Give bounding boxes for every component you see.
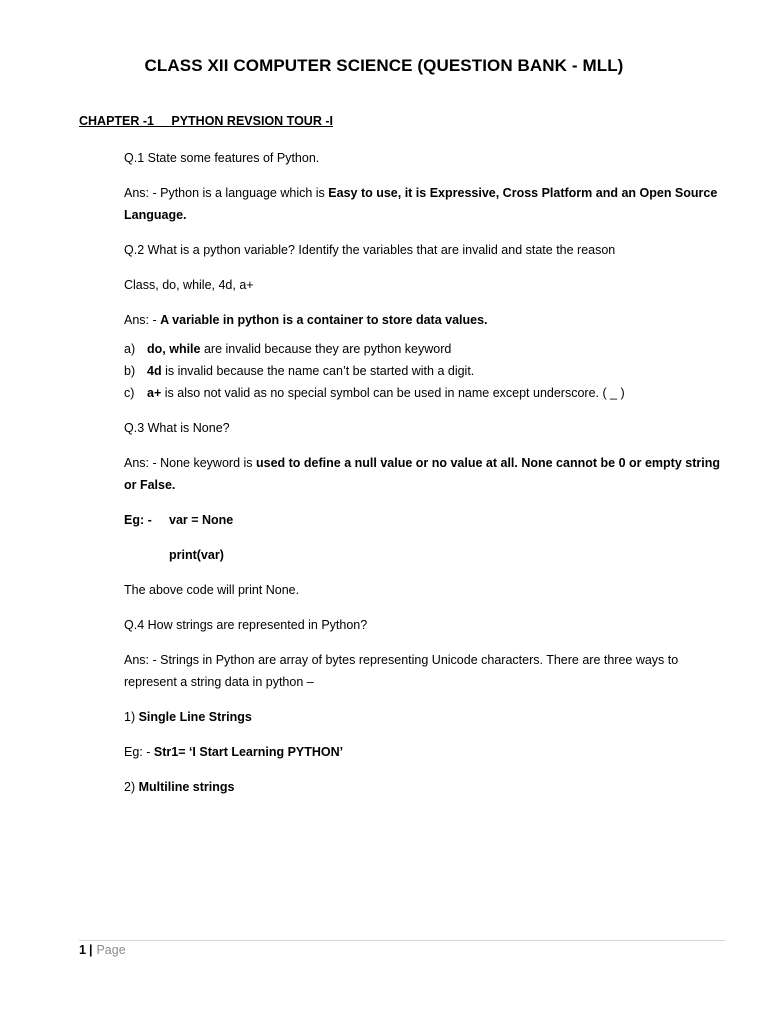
q2-reasons-list: [124, 338, 724, 404]
q3-note: The above code will print None.: [124, 583, 300, 597]
list-item: [124, 360, 724, 382]
q4-point-multiline: 2) Multiline strings: [124, 780, 235, 794]
q4-example: Eg: - Str1= ‘I Start Learning PYTHON’: [124, 745, 344, 759]
page-number: 1: [79, 943, 86, 957]
question-content: [124, 147, 724, 798]
code-text: var = None: [169, 513, 234, 527]
code-text: print(var): [169, 548, 224, 562]
page-footer: [79, 943, 126, 957]
q2-variables: Class, do, while, 4d, a+: [124, 278, 254, 292]
q3-question: Q.3 What is None?: [124, 421, 230, 435]
list-item-text: a+ is also not valid as no special symbol can be used in name except underscore. ( _ ): [147, 386, 625, 400]
list-marker: b): [124, 364, 136, 378]
q2-answer: Ans: - A variable in python is a container to store data values.: [124, 313, 488, 327]
q4-point-single-line: 1) Single Line Strings: [124, 710, 252, 724]
list-item: [124, 338, 724, 360]
q2-question: Q.2 What is a python variable? Identify the variables that are invalid and state the reason: [124, 243, 616, 257]
list-item-text: do, while are invalid because they are python keyword: [147, 342, 452, 356]
code-example-line: [124, 509, 724, 531]
footer-divider: [79, 940, 725, 941]
list-marker: c): [124, 386, 135, 400]
chapter-heading: CHAPTER -1 PYTHON REVSION TOUR -I: [79, 114, 333, 128]
q4-question: Q.4 How strings are represented in Python?: [124, 618, 368, 632]
document-title: CLASS XII COMPUTER SCIENCE (QUESTION BANK - MLL): [144, 56, 624, 75]
q1-answer: Ans: - Python is a language which is Easy to use, it is Expressive, Cross Platform and an Open Source Language.: [124, 186, 718, 222]
page-label: Page: [96, 943, 126, 957]
list-item-text: 4d is invalid because the name can’t be started with a digit.: [147, 364, 475, 378]
list-item: [124, 382, 724, 404]
q4-answer: Ans: - Strings in Python are array of bytes representing Unicode characters. There are three ways to represent a string data in python –: [124, 653, 679, 689]
list-marker: a): [124, 342, 136, 356]
q3-answer: Ans: - None keyword is used to define a null value or no value at all. None cannot be 0 or empty string or False.: [124, 456, 720, 492]
footer-separator: |: [88, 943, 93, 957]
q1-question: Q.1 State some features of Python.: [124, 151, 320, 165]
example-prefix: Eg: -: [124, 513, 152, 527]
